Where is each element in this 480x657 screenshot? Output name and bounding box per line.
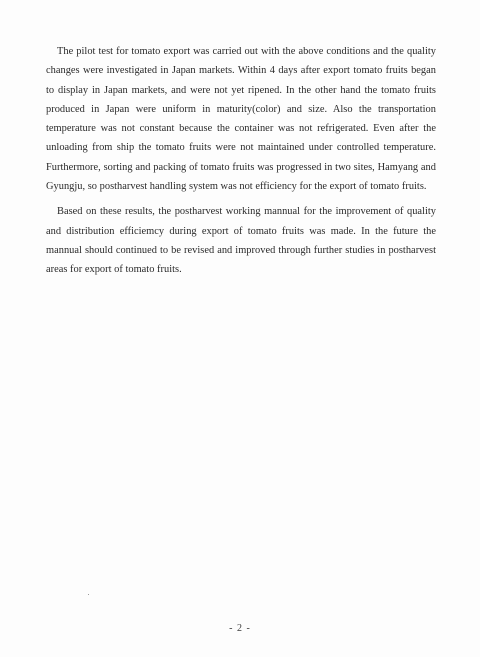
scan-speck <box>88 594 89 595</box>
page-number: - 2 - <box>229 623 251 634</box>
paragraph-pilot-test-results: The pilot test for tomato export was carried out with the above conditions and the quality changes were investigated in Japan markets. Within 4 days after export tomato fruits began to display in Japan markets, and were not yet ripened. In the other hand the tomato fruits produced in Japan were uniform in maturity(color) and size. Also the transportation temperature was not constant because the container was not refrigerated. Even after the unloading from ship the tomato fruits were not maintained under controlled temperature. Furthermore, sorting and packing of tomato fruits was progressed in two sites, Hamyang and Gyungju, so postharvest handling system was not efficiency for the export of tomato fruits. <box>46 46 436 193</box>
paragraph-postharvest-manual: Based on these results, the postharvest working mannual for the improvement of quality and distribution efficiemcy during export of tomato fruits was made. In the future the mannual should continued to be revised and improved through further studies in postharvest areas for export of tomato fruits. <box>46 206 436 276</box>
body-text <box>46 42 436 286</box>
